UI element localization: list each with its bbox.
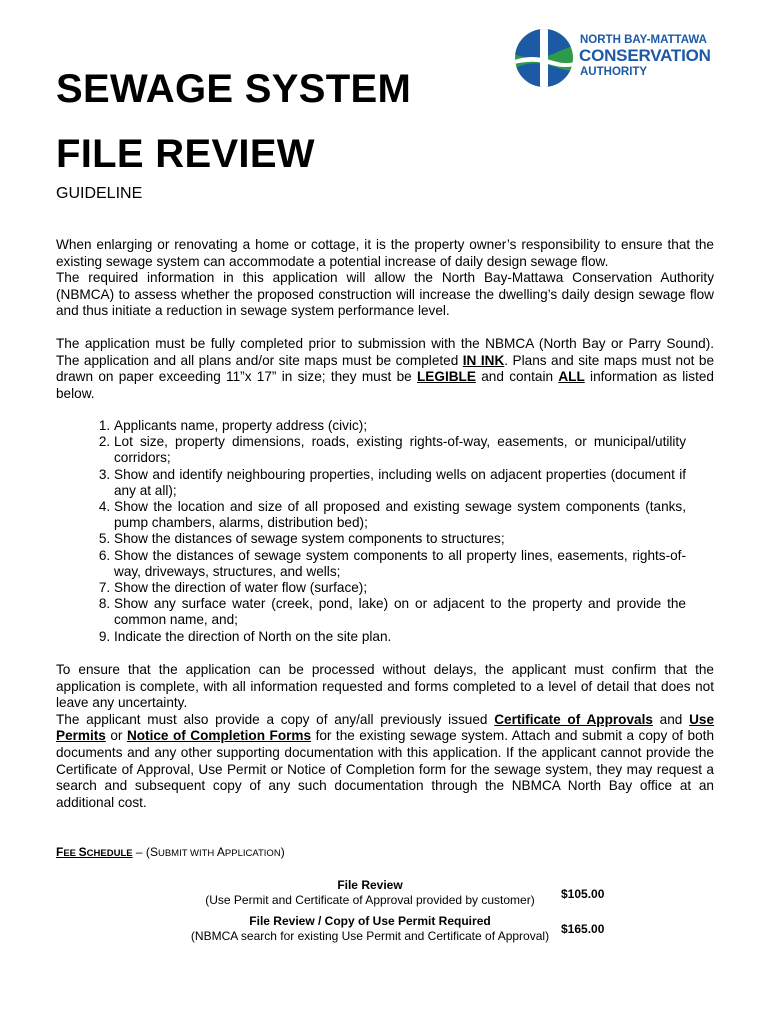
fee-heading-f: F xyxy=(56,845,64,859)
submission-text-1: The application must be fully completed prior to submission with the NBMCA (North Bay or Parry Sound). The application and all plans and/or site maps must be completed xyxy=(56,336,714,368)
fee-sub-s: S xyxy=(149,845,158,859)
fee-heading-s: S xyxy=(78,845,87,859)
nbmca-logo xyxy=(514,28,714,88)
title-line-1: SEWAGE SYSTEM xyxy=(56,67,412,111)
title-line-2: FILE REVIEW xyxy=(56,132,315,176)
fee-sub-pplication: PPLICATION xyxy=(224,848,281,859)
requirement-item: 5. Show the distances of sewage system components to structures; xyxy=(114,531,686,547)
all-emphasis: ALL xyxy=(558,369,585,385)
subtitle: GUIDELINE xyxy=(56,185,143,202)
submission-section xyxy=(56,336,714,402)
fee-sub-ubmit: UBMIT WITH xyxy=(157,848,217,859)
certificate-of-approvals-emphasis: Certificate of Approvals xyxy=(494,711,653,727)
completeness-paragraph-2 xyxy=(56,712,714,812)
intro-paragraph-2: The required information in this application will allow the North Bay-Mattawa Conservation Authority (NBMCA) to assess whether the proposed construction will increase the dwelling’s daily design sewage flow and thus initiate a reduction in sewage system performance level. xyxy=(56,270,714,319)
submission-text-4: information as listed below. xyxy=(56,369,714,401)
fee-heading-ee: EE xyxy=(63,848,79,859)
requirements-list xyxy=(86,418,686,645)
requirement-item: 7. Show the direction of water flow (surface); xyxy=(114,580,686,596)
fee-item xyxy=(120,914,620,944)
fee-heading-close: ) xyxy=(280,845,285,859)
fee-item-note: (NBMCA search for existing Use Permit and Certificate of Approval) xyxy=(190,929,550,943)
notice-of-completion-emphasis: Notice of Completion Forms xyxy=(126,728,312,744)
logo-text-line-3: AUTHORITY xyxy=(580,66,648,78)
fee-heading-chedule: CHEDULE xyxy=(86,848,133,859)
logo-text-line-1: NORTH BAY-MATTAWA xyxy=(580,34,707,46)
logo-text-line-2: CONSERVATION xyxy=(579,46,711,65)
completeness-text-3: or xyxy=(105,728,127,744)
fee-item-title: File Review xyxy=(337,878,403,892)
requirement-item: 2. Lot size, property dimensions, roads, existing rights-of-way, easements, or municipal/utility corridors; xyxy=(114,434,686,466)
fee-item-title: File Review / Copy of Use Permit Required xyxy=(249,914,491,928)
requirement-item: 3. Show and identify neighbouring properties, including wells on adjacent properties (document if any at all); xyxy=(114,467,686,499)
fee-sub-a: A xyxy=(216,845,225,859)
fee-heading-dash: – ( xyxy=(132,845,150,859)
fee-schedule-heading xyxy=(56,845,285,859)
requirement-item: 4. Show the location and size of all proposed and existing sewage system components (tanks, pump chambers, alarms, distribution bed); xyxy=(114,499,686,531)
completeness-section xyxy=(56,662,714,811)
fee-item xyxy=(120,878,620,908)
requirement-item: 6. Show the distances of sewage system components to all property lines, easements, rights-of-way, driveways, structures, and wells; xyxy=(114,548,686,580)
use-permits-emphasis: Use Permits xyxy=(56,711,715,744)
intro-section xyxy=(56,237,714,320)
legible-emphasis: LEGIBLE xyxy=(417,369,476,385)
submission-text-2: . Plans and site maps must not be drawn on paper exceeding 11”x 17” in size; they must be xyxy=(56,352,715,385)
completeness-text-4: for the existing sewage system. Attach and submit a copy of both documents and any other supporting documentation with this application. If the applicant cannot provide the Certificate of Approval, Use Permit or Notice of Completion form for the sewage system, they may request a search and subsequent copy of any such documentation through the NBMCA North Bay office at an additional cost. xyxy=(56,728,715,810)
fee-item-amount: $165.00 xyxy=(561,922,605,936)
submission-paragraph xyxy=(56,336,714,402)
completeness-text-2: and xyxy=(652,711,690,727)
intro-paragraph-1: When enlarging or renovating a home or cottage, it is the property owner’s responsibility to ensure that the existing sewage system can accommodate a potential increase of daily design sewage flow. xyxy=(56,237,714,269)
requirement-item: 9. Indicate the direction of North on the site plan. xyxy=(114,629,686,645)
submission-text-3: and contain xyxy=(475,369,559,385)
fee-item-note: (Use Permit and Certificate of Approval provided by customer) xyxy=(205,893,535,907)
requirement-item: 8. Show any surface water (creek, pond, lake) on or adjacent to the property and provide the common name, and; xyxy=(114,596,686,628)
conservation-authority-emblem-icon xyxy=(514,28,574,88)
in-ink-emphasis: IN INK xyxy=(462,352,505,368)
completeness-paragraph-1: To ensure that the application can be processed without delays, the applicant must confirm that the application is complete, with all information requested and forms completed to a level of detail that does not leave any uncertainty. xyxy=(56,662,714,711)
completeness-text-1: The applicant must also provide a copy of any/all previously issued xyxy=(56,711,495,727)
fee-item-amount: $105.00 xyxy=(561,887,605,901)
requirement-item: 1. Applicants name, property address (civic); xyxy=(114,418,686,434)
